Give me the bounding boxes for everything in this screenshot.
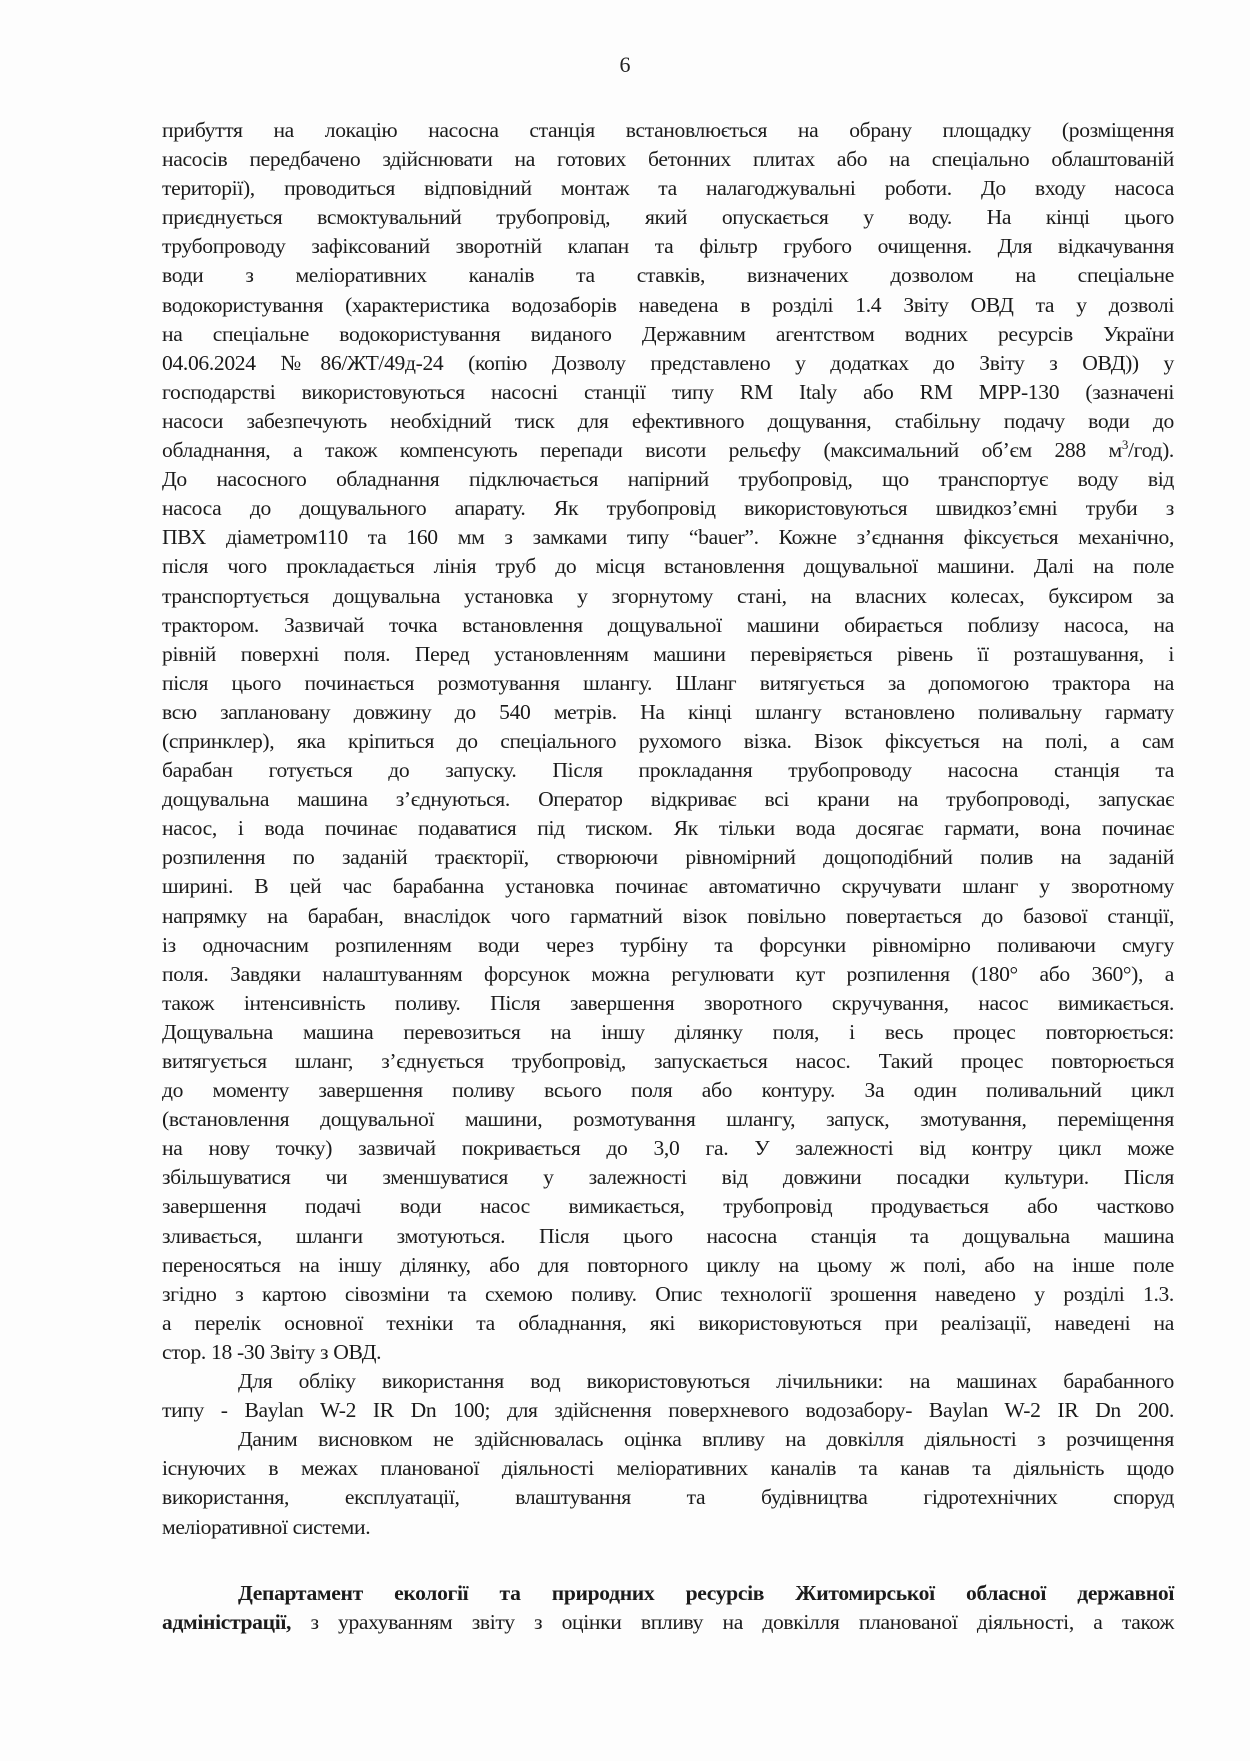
paragraph-department [162, 1579, 1174, 1637]
text-line: розпилення по заданій траєкторії, створюючи рівномірний дощоподібний полив на заданій [162, 845, 1174, 870]
text-line: 04.06.2024 №86/ЖТ/49д-24 (копію Дозволу представлено у додатках до Звіту з ОВД)) у [162, 350, 1174, 375]
text-line: водокористування (характеристика водозаборів наведена в розділі 1.4 Звіту ОВД та у дозволі [162, 292, 1174, 317]
text-line: приєднується всмоктувальний трубопровід, який опускається у воду. На кінці цього [162, 205, 1174, 230]
text-line: ПВХ діаметром110 та 160 мм з замками типу “bauer”. Кожне з’єднання фіксується механічно, [162, 525, 1174, 550]
text-line: до моменту завершення поливу всього поля або контуру. За один поливальний цикл [162, 1078, 1174, 1103]
department-name-end: адміністрації, [162, 1609, 292, 1634]
department-name-line: Департамент екології та природних ресурсів Житомирської обласної державної [238, 1580, 1174, 1605]
text-line: всю заплановану довжину до 540 метрів. На кінці шлангу встановлено поливальну гармату [162, 699, 1174, 724]
text-line: напрямку на барабан, внаслідок чого гарматний візок повільно повертається до базової станції, [162, 903, 1174, 928]
text-line: згідно з картою сівозміни та схемою поливу. Опис технології зрошення наведено у розділі 1.3. [162, 1281, 1174, 1306]
text-line: господарстві використовуються насосні станції типу RM Italy або RM MPP-130 (зазначені [162, 379, 1174, 404]
text-line: після цього починається розмотування шлангу. Шланг витягується за допомогою трактора на [162, 670, 1174, 695]
text-line: насосів передбачено здійснювати на готових бетонних плитах або на спеціально облаштованій [162, 147, 1174, 172]
text-line: (спринклер), яка кріпиться до спеціального рухомого візка. Візок фіксується на полі, а сам [162, 728, 1174, 753]
text-line: переносяться на іншу ділянку, або для повторного циклу на цьому ж полі, або на інше поле [162, 1252, 1174, 1277]
text-line: транспортується дощувальна установка у згорнутому стані, на власних колесах, буксиром за [162, 583, 1174, 608]
page-number: 6 [619, 52, 631, 77]
text-line: меліоративної системи. [162, 1514, 371, 1539]
text-line: також інтенсивність поливу. Після завершення зворотного скручування, насос вимикається. [162, 990, 1174, 1015]
text-line: барабан готується до запуску. Після прокладання трубопроводу насосна станція та [162, 758, 1174, 783]
text-line: після чого прокладається лінія труб до місця встановлення дощувальної машини. Далі на поле [162, 554, 1174, 579]
text-line: поля. Завдяки налаштуванням форсунок можна регулювати кут розпилення (180° або 360°), а [162, 961, 1174, 986]
text-line: трубопроводу зафіксований зворотній клапан та фільтр грубого очищення. Для відкачування [162, 234, 1174, 259]
text-line: використання, експлуатації, влаштування та будівництва гідротехнічних споруд [162, 1485, 1174, 1510]
text-line: на спеціальне водокористування виданого Державним агентством водних ресурсів України [162, 321, 1174, 346]
text-line: насос, і вода починає подаватися під тиском. Як тільки вода досягає гармати, вона починає [162, 816, 1174, 841]
paragraph-water-meters [162, 1367, 1174, 1425]
text-segment: /год). [1128, 438, 1174, 463]
text-line: (встановлення дощувальної машини, розмотування шлангу, запуск, змотування, переміщення [162, 1107, 1174, 1132]
text-line: Для обліку використання вод використовуються лічильники: на машинах барабанного [238, 1369, 1174, 1394]
paragraph-irrigation-technology [162, 116, 1174, 1367]
text-line: збільшуватися чи зменшуватися у залежності від довжини посадки культури. Після [162, 1165, 1174, 1190]
text-line: води з меліоративних каналів та ставків, визначених дозволом на спеціальне [162, 263, 1174, 288]
text-segment: з урахуванням звіту з оцінки впливу на довкілля планованої діяльності, а також [291, 1609, 1174, 1634]
text-line: насоса до дощувального апарату. Як трубопровід використовуються швидкоз’ємні труби з [162, 496, 1174, 521]
text-line: існуючих в межах планованої діяльності меліоративних каналів та канав та діяльність щодо [162, 1456, 1174, 1481]
text-line-with-superscript [162, 436, 1174, 465]
text-line: трактором. Зазвичай точка встановлення дощувальної машини обирається поблизу насоса, на [162, 612, 1174, 637]
text-line: насоси забезпечують необхідний тиск для ефективного дощування, стабільну подачу води до [162, 408, 1174, 433]
text-line: Даним висновком не здійснювалась оцінка впливу на довкілля діяльності з розчищення [238, 1427, 1174, 1452]
document-body [162, 116, 1174, 1637]
text-line: території), проводиться відповідний монтаж та налагоджувальні роботи. До входу насоса [162, 176, 1174, 201]
paragraph-spacer [162, 1542, 1174, 1571]
text-line: зливається, шланги змотуються. Після цього насосна станція та дощувальна машина [162, 1223, 1174, 1248]
text-line: типу - Baylan W-2 IR Dn 100; для здійснення поверхневого водозабору- Baylan W-2 IR Dn 200. [162, 1398, 1174, 1423]
text-line: дощувальна машина з’єднуються. Оператор відкриває всі крани на трубопроводі, запускає [162, 787, 1174, 812]
text-line: Дощувальна машина перевозиться на іншу ділянку поля, і весь процес повторюється: [162, 1019, 1174, 1044]
text-line [162, 1608, 1174, 1637]
text-line: із одночасним розпиленням води через турбіну та форсунки рівномірно поливаючи смугу [162, 932, 1174, 957]
text-line: До насосного обладнання підключається напірний трубопровід, що транспортує воду від [162, 467, 1174, 492]
text-line: стор. 18 -30 Звіту з ОВД. [162, 1339, 382, 1364]
text-line: ширині. В цей час барабанна установка починає автоматично скручувати шланг у зворотному [162, 874, 1174, 899]
paragraph-assessment-scope [162, 1425, 1174, 1541]
text-line: а перелік основної техніки та обладнання, які використовуються при реалізації, наведені на [162, 1310, 1174, 1335]
text-line: рівній поверхні поля. Перед установленням машини перевіряється рівень її розташування, і [162, 641, 1174, 666]
text-line: завершення подачі води насос вимикається, трубопровід продувається або частково [162, 1194, 1174, 1219]
superscript-cubic: 3 [1121, 437, 1129, 453]
text-line: прибуття на локацію насосна станція встановлюється на обрану площадку (розміщення [162, 118, 1174, 142]
text-segment: обладнання, а також компенсують перепади висоти рельєфу (максимальний об’єм 288 м [162, 438, 1122, 463]
text-line: витягується шланг, з’єднується трубопровід, запускається насос. Такий процес повторюється [162, 1049, 1174, 1073]
text-line: на нову точку) зазвичай покривається до 3,0 га. У залежності від контру цикл може [162, 1136, 1174, 1161]
